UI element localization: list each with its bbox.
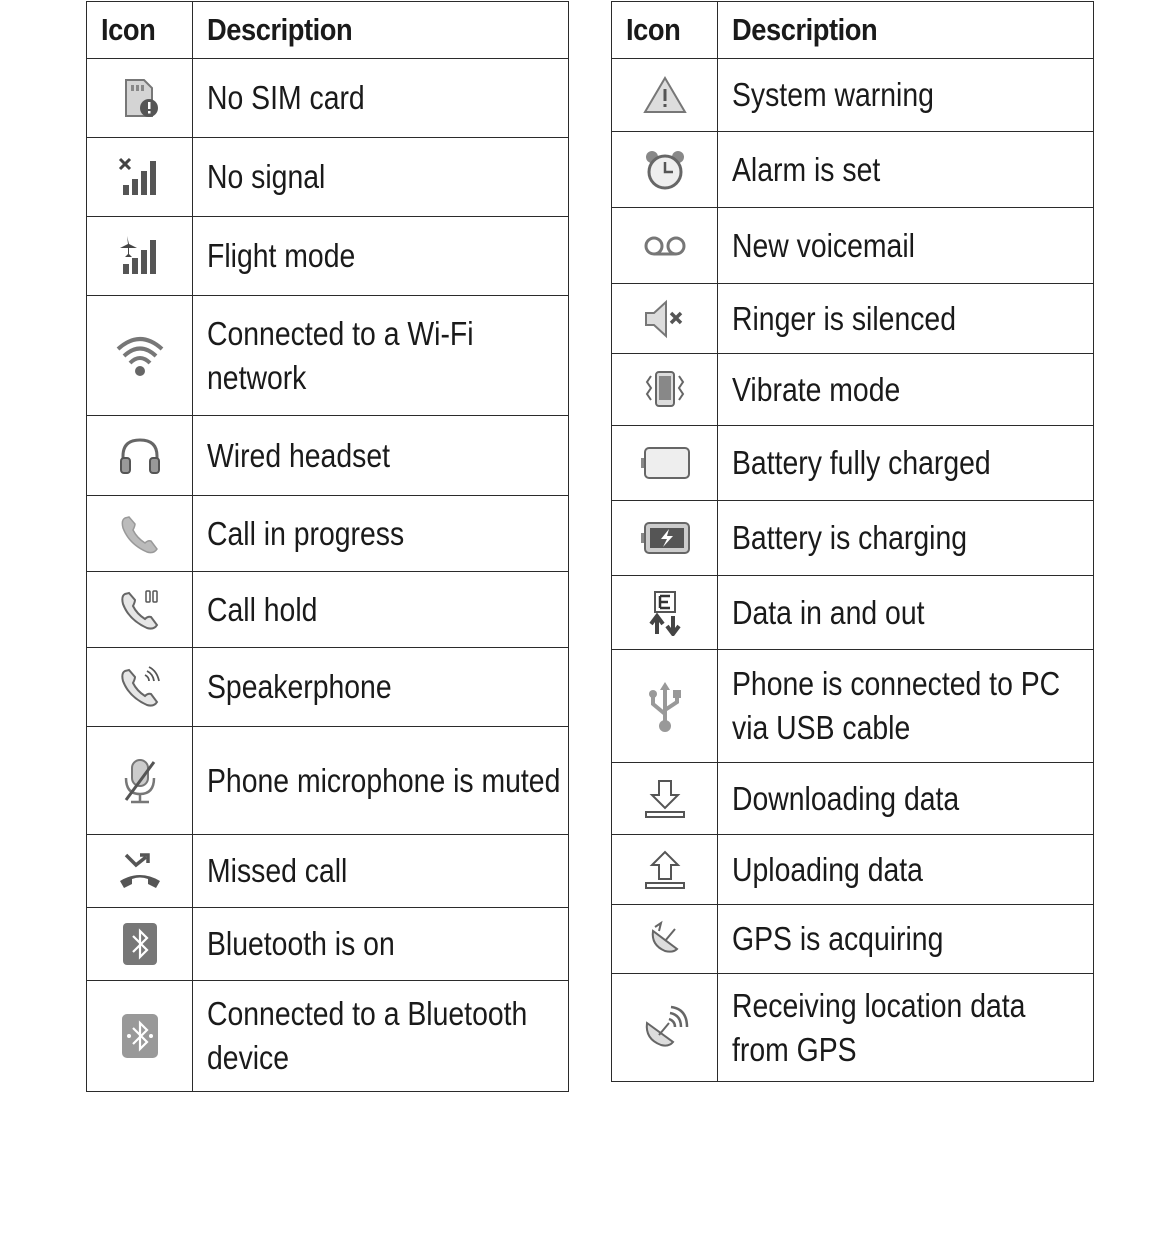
description-cell: System warning bbox=[718, 59, 1094, 132]
alarm-icon bbox=[643, 148, 687, 192]
header-description: Description bbox=[718, 2, 1094, 59]
description-cell: Phone microphone is muted bbox=[193, 727, 569, 835]
wifi-icon bbox=[114, 333, 166, 379]
icon-cell bbox=[612, 208, 718, 284]
icon-cell bbox=[612, 501, 718, 576]
gps-acquiring-icon bbox=[645, 919, 685, 959]
voicemail-icon bbox=[642, 232, 688, 260]
status-icons-table-left bbox=[86, 1, 569, 1092]
table-row bbox=[612, 132, 1094, 208]
data-in-out-icon bbox=[645, 590, 685, 636]
table-row bbox=[87, 496, 569, 572]
icon-cell bbox=[612, 132, 718, 208]
table-row bbox=[612, 650, 1094, 763]
ringer-silenced-icon bbox=[641, 298, 689, 340]
flight-mode-icon bbox=[117, 234, 163, 278]
description-cell: Data in and out bbox=[718, 576, 1094, 650]
icon-cell bbox=[612, 763, 718, 835]
table-row bbox=[612, 763, 1094, 835]
icon-cell bbox=[612, 974, 718, 1082]
icon-cell bbox=[612, 835, 718, 905]
table-row bbox=[612, 208, 1094, 284]
icon-cell bbox=[87, 296, 193, 416]
description-cell: Call hold bbox=[193, 572, 569, 648]
battery-charging-icon bbox=[639, 520, 691, 556]
table-row bbox=[87, 648, 569, 727]
table-row bbox=[612, 501, 1094, 576]
description-cell: Speakerphone bbox=[193, 648, 569, 727]
usb-icon bbox=[643, 678, 687, 734]
table-row bbox=[612, 426, 1094, 501]
description-cell: Battery is charging bbox=[718, 501, 1094, 576]
icon-cell bbox=[87, 416, 193, 496]
table-row bbox=[87, 138, 569, 217]
no-signal-icon bbox=[117, 155, 163, 199]
warning-icon bbox=[642, 75, 688, 115]
description-cell: Battery fully charged bbox=[718, 426, 1094, 501]
description-cell: Missed call bbox=[193, 835, 569, 908]
bluetooth-connected-icon bbox=[119, 1012, 161, 1060]
icon-cell bbox=[87, 648, 193, 727]
description-cell: Flight mode bbox=[193, 217, 569, 296]
icon-cell bbox=[612, 354, 718, 426]
description-cell: Connected to a Bluetooth device bbox=[193, 981, 569, 1092]
icon-cell bbox=[87, 138, 193, 217]
table-row bbox=[87, 981, 569, 1092]
description-cell: Call in progress bbox=[193, 496, 569, 572]
mic-muted-icon bbox=[118, 756, 162, 806]
bluetooth-icon bbox=[120, 921, 160, 967]
table-row bbox=[612, 59, 1094, 132]
headset-icon bbox=[117, 436, 163, 476]
table-row bbox=[612, 905, 1094, 974]
description-cell: Bluetooth is on bbox=[193, 908, 569, 981]
call-icon bbox=[117, 512, 163, 556]
icon-cell bbox=[87, 727, 193, 835]
table-row bbox=[87, 908, 569, 981]
table-row bbox=[87, 835, 569, 908]
icon-cell bbox=[87, 908, 193, 981]
description-cell: Vibrate mode bbox=[718, 354, 1094, 426]
speakerphone-icon bbox=[117, 665, 163, 709]
description-cell: GPS is acquiring bbox=[718, 905, 1094, 974]
table-row bbox=[612, 284, 1094, 354]
header-icon: Icon bbox=[612, 2, 718, 59]
vibrate-icon bbox=[641, 368, 689, 412]
icon-cell bbox=[612, 426, 718, 501]
description-cell: No SIM card bbox=[193, 59, 569, 138]
status-icons-table-right bbox=[611, 1, 1094, 1082]
icon-cell bbox=[612, 650, 718, 763]
icon-cell bbox=[87, 981, 193, 1092]
call-hold-icon bbox=[117, 588, 163, 632]
description-cell: Connected to a Wi-Fi network bbox=[193, 296, 569, 416]
table-row bbox=[87, 727, 569, 835]
icon-cell bbox=[87, 59, 193, 138]
table-row bbox=[612, 835, 1094, 905]
icon-cell bbox=[612, 59, 718, 132]
icon-cell bbox=[87, 835, 193, 908]
table-row bbox=[612, 576, 1094, 650]
table-row bbox=[87, 59, 569, 138]
description-cell: Wired headset bbox=[193, 416, 569, 496]
icon-cell bbox=[87, 496, 193, 572]
icon-cell bbox=[612, 905, 718, 974]
description-cell: Uploading data bbox=[718, 835, 1094, 905]
table-row bbox=[612, 974, 1094, 1082]
header-row bbox=[87, 2, 569, 59]
description-cell: No signal bbox=[193, 138, 569, 217]
upload-icon bbox=[642, 848, 688, 892]
description-cell: Ringer is silenced bbox=[718, 284, 1094, 354]
header-row bbox=[612, 2, 1094, 59]
table-row bbox=[612, 354, 1094, 426]
description-cell: Receiving location data from GPS bbox=[718, 974, 1094, 1082]
download-icon bbox=[642, 777, 688, 821]
header-icon: Icon bbox=[87, 2, 193, 59]
gps-receiving-icon bbox=[641, 1005, 689, 1051]
battery-full-icon bbox=[639, 445, 691, 481]
table-row bbox=[87, 572, 569, 648]
icon-cell bbox=[612, 284, 718, 354]
description-cell: Downloading data bbox=[718, 763, 1094, 835]
icon-cell bbox=[87, 572, 193, 648]
table-row bbox=[87, 217, 569, 296]
header-description: Description bbox=[193, 2, 569, 59]
icon-cell bbox=[87, 217, 193, 296]
icon-cell bbox=[612, 576, 718, 650]
table-row bbox=[87, 296, 569, 416]
description-cell: Alarm is set bbox=[718, 132, 1094, 208]
missed-call-icon bbox=[116, 851, 164, 891]
description-cell: New voicemail bbox=[718, 208, 1094, 284]
table-row bbox=[87, 416, 569, 496]
description-cell: Phone is connected to PC via USB cable bbox=[718, 650, 1094, 763]
no-sim-icon bbox=[118, 76, 162, 120]
